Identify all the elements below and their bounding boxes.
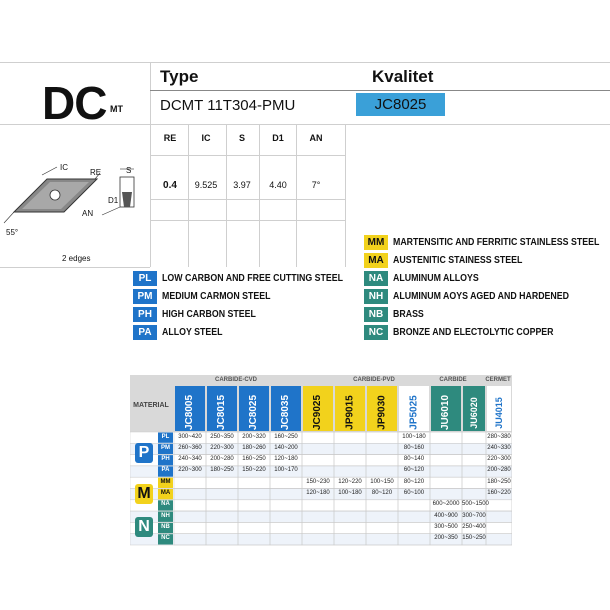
- speed-cell: 300~500: [434, 523, 458, 530]
- group-header: CARBIDE-CVD: [215, 377, 257, 383]
- legend-code: NA: [364, 271, 388, 286]
- speed-cell: 600~2000: [432, 501, 460, 508]
- speed-cell: 200~350: [434, 535, 458, 542]
- quality-label: Kvalitet: [372, 67, 434, 86]
- speed-cell: 140~200: [274, 444, 298, 451]
- grade-header-label: JP9030: [376, 395, 388, 430]
- legend-item: [364, 271, 490, 286]
- type-value: DCMT 11T304-PMU: [160, 97, 296, 114]
- speed-cell: 300~700: [462, 512, 486, 519]
- speed-cell: 60~100: [403, 490, 425, 496]
- speed-cell: 220~300: [210, 444, 234, 451]
- material-group-m: M: [135, 484, 153, 504]
- grade-header-jp9030: [366, 386, 398, 439]
- divider: [0, 267, 150, 268]
- grade-header-jp5025: [398, 386, 430, 439]
- grade-header-label: JU6020: [469, 396, 479, 429]
- row-code: NA: [161, 501, 170, 508]
- legend-code: PL: [133, 271, 157, 286]
- col-header-ic: IC: [201, 133, 211, 143]
- grade-header-label: JP9015: [344, 395, 356, 430]
- grade-header-label: JC8035: [280, 394, 292, 431]
- speed-cell: 120~180: [306, 490, 330, 496]
- speed-cell: 80~120: [371, 490, 393, 496]
- speed-cell: 260~360: [178, 444, 202, 451]
- label-s: S: [126, 166, 132, 175]
- label-re: RE: [90, 168, 102, 177]
- speed-cell: 60~120: [403, 467, 425, 474]
- divider: [0, 62, 610, 63]
- grade-header-jc8025: [238, 386, 270, 439]
- speed-cell: 180~250: [487, 478, 511, 485]
- legend-code: PH: [133, 307, 157, 322]
- row-code: PM: [161, 444, 170, 451]
- row-code: MM: [160, 478, 171, 485]
- legend-code: NC: [364, 325, 388, 340]
- series-title: DC: [42, 77, 107, 129]
- series-subtitle: MT: [110, 104, 123, 114]
- row-code: NB: [161, 523, 170, 530]
- divider: [150, 199, 345, 200]
- legend-item: [364, 289, 593, 304]
- speed-cell: 100~180: [338, 490, 362, 496]
- divider: [150, 155, 345, 156]
- grade-header-label: JC8005: [184, 394, 196, 431]
- speed-cell: 250~350: [210, 433, 234, 440]
- speed-cell: 120~220: [338, 478, 362, 485]
- grade-header-jc8015: [206, 386, 238, 439]
- speed-cell: 150~220: [242, 467, 266, 474]
- divider: [296, 124, 297, 267]
- legend-text: ALLOY STEEL: [162, 327, 223, 338]
- grade-header-label: JC9025: [312, 394, 324, 431]
- col-header-s: S: [238, 133, 245, 143]
- grade-header-label: JC8015: [216, 394, 228, 431]
- speed-cell: 220~300: [487, 456, 511, 463]
- row-code: PA: [161, 467, 170, 474]
- edges-label: 2 edges: [62, 254, 91, 263]
- divider: [259, 124, 260, 267]
- row-code: NH: [161, 512, 170, 519]
- value-ic: 9.525: [194, 180, 218, 190]
- legend-text: BRASS: [393, 309, 424, 320]
- legend-item: [364, 325, 575, 340]
- legend-text: ALUMINUM ALLOYS: [393, 273, 479, 284]
- grade-header-label: JC8025: [248, 394, 260, 431]
- speed-cell: 300~420: [178, 433, 202, 440]
- speed-cell: 180~260: [242, 444, 266, 451]
- group-header: CERMET: [485, 377, 511, 383]
- speed-cell: 160~250: [274, 433, 298, 440]
- speed-cell: 150~250: [462, 535, 486, 542]
- legend-item: [133, 325, 231, 340]
- grade-header-jc8005: [174, 386, 206, 439]
- value-re: 0.4: [163, 180, 177, 191]
- legend-item: [133, 271, 368, 286]
- legend-code: MA: [364, 253, 388, 268]
- grade-table: [130, 375, 512, 547]
- legend-text: ALUMINUM AOYS AGED AND HARDENED: [393, 291, 569, 302]
- label-ic: IC: [60, 163, 68, 172]
- divider: [226, 124, 227, 267]
- legend-code: NB: [364, 307, 388, 322]
- speed-cell: 80~140: [403, 456, 425, 463]
- speed-cell: 400~900: [434, 512, 458, 519]
- row-code: PH: [161, 456, 170, 463]
- label-d1: D1: [108, 196, 119, 205]
- grade-header-label: JP5025: [408, 395, 420, 430]
- speed-cell: 250~400: [462, 523, 486, 530]
- divider: [150, 62, 151, 267]
- legend-code: MM: [364, 235, 388, 250]
- material-group-p: P: [135, 443, 153, 463]
- grade-header-label: JU6010: [440, 394, 452, 431]
- speed-cell: 240~340: [178, 456, 202, 463]
- legend-code: NH: [364, 289, 388, 304]
- row-code: PL: [161, 433, 170, 440]
- label-an: AN: [82, 209, 94, 218]
- speed-cell: 150~230: [306, 478, 330, 485]
- grade-header-label: JU4015: [494, 396, 504, 429]
- material-header: MATERIAL: [133, 402, 169, 409]
- legend-code: PM: [133, 289, 157, 304]
- col-header-re: RE: [163, 133, 177, 143]
- grade-header-ju4015: [486, 386, 512, 439]
- speed-cell: 200~280: [487, 467, 511, 474]
- grade-header-jc9025: [302, 386, 334, 439]
- type-label: Type: [160, 67, 199, 86]
- speed-cell: 160~250: [242, 456, 266, 463]
- divider: [150, 220, 345, 221]
- legend-text: AUSTENITIC STAINESS STEEL: [393, 255, 523, 266]
- speed-cell: 200~320: [242, 433, 266, 440]
- value-d1: 4.40: [269, 180, 287, 190]
- legend-code: PA: [133, 325, 157, 340]
- speed-cell: 100~170: [274, 467, 298, 474]
- header-underline: [150, 90, 610, 91]
- value-an: 7°: [311, 180, 321, 190]
- grade-badge: JC8025: [356, 93, 445, 116]
- row-code: MA: [160, 490, 171, 496]
- legend-text: MEDIUM CARMON STEEL: [162, 291, 271, 302]
- group-header: CARBIDE: [439, 377, 467, 383]
- speed-cell: 80~120: [403, 478, 425, 485]
- legend-text: BRONZE AND ELECTOLYTIC COPPER: [393, 327, 554, 338]
- grade-header-ju6010: [430, 386, 462, 439]
- grade-header-jp9015: [334, 386, 366, 439]
- grade-header-jc8035: [270, 386, 302, 439]
- legend-item: [364, 307, 428, 322]
- legend-text: HIGH CARBON STEEL: [162, 309, 256, 320]
- speed-cell: 80~160: [403, 444, 425, 451]
- col-header-an: AN: [309, 133, 323, 143]
- grade-header-ju6020: [462, 386, 486, 439]
- col-header-d1: D1: [272, 133, 284, 143]
- group-header: CARBIDE-PVD: [353, 377, 395, 383]
- speed-cell: 200~280: [210, 456, 234, 463]
- divider: [345, 124, 346, 267]
- legend-text: MARTENSITIC AND FERRITIC STAINLESS STEEL: [393, 237, 600, 248]
- label-angle: 55°: [6, 228, 19, 237]
- speed-cell: 180~250: [210, 467, 234, 474]
- speed-cell: 220~300: [178, 467, 202, 474]
- speed-cell: 280~380: [487, 433, 511, 440]
- speed-cell: 100~180: [402, 433, 426, 440]
- material-group-n: N: [135, 517, 153, 537]
- legend-text: LOW CARBON AND FREE CUTTING STEEL: [162, 273, 344, 284]
- speed-cell: 500~1500: [462, 501, 489, 508]
- legend-item: [133, 289, 285, 304]
- speed-cell: 160~220: [487, 490, 511, 496]
- speed-cell: 100~150: [370, 478, 394, 485]
- divider: [188, 124, 189, 267]
- speed-cell: 240~330: [487, 444, 511, 451]
- row-code: NC: [161, 535, 170, 542]
- legend-item: [133, 307, 269, 322]
- speed-cell: 120~180: [274, 456, 298, 463]
- legend-item: [364, 253, 540, 268]
- legend-item: [364, 235, 610, 250]
- value-s: 3.97: [233, 180, 251, 190]
